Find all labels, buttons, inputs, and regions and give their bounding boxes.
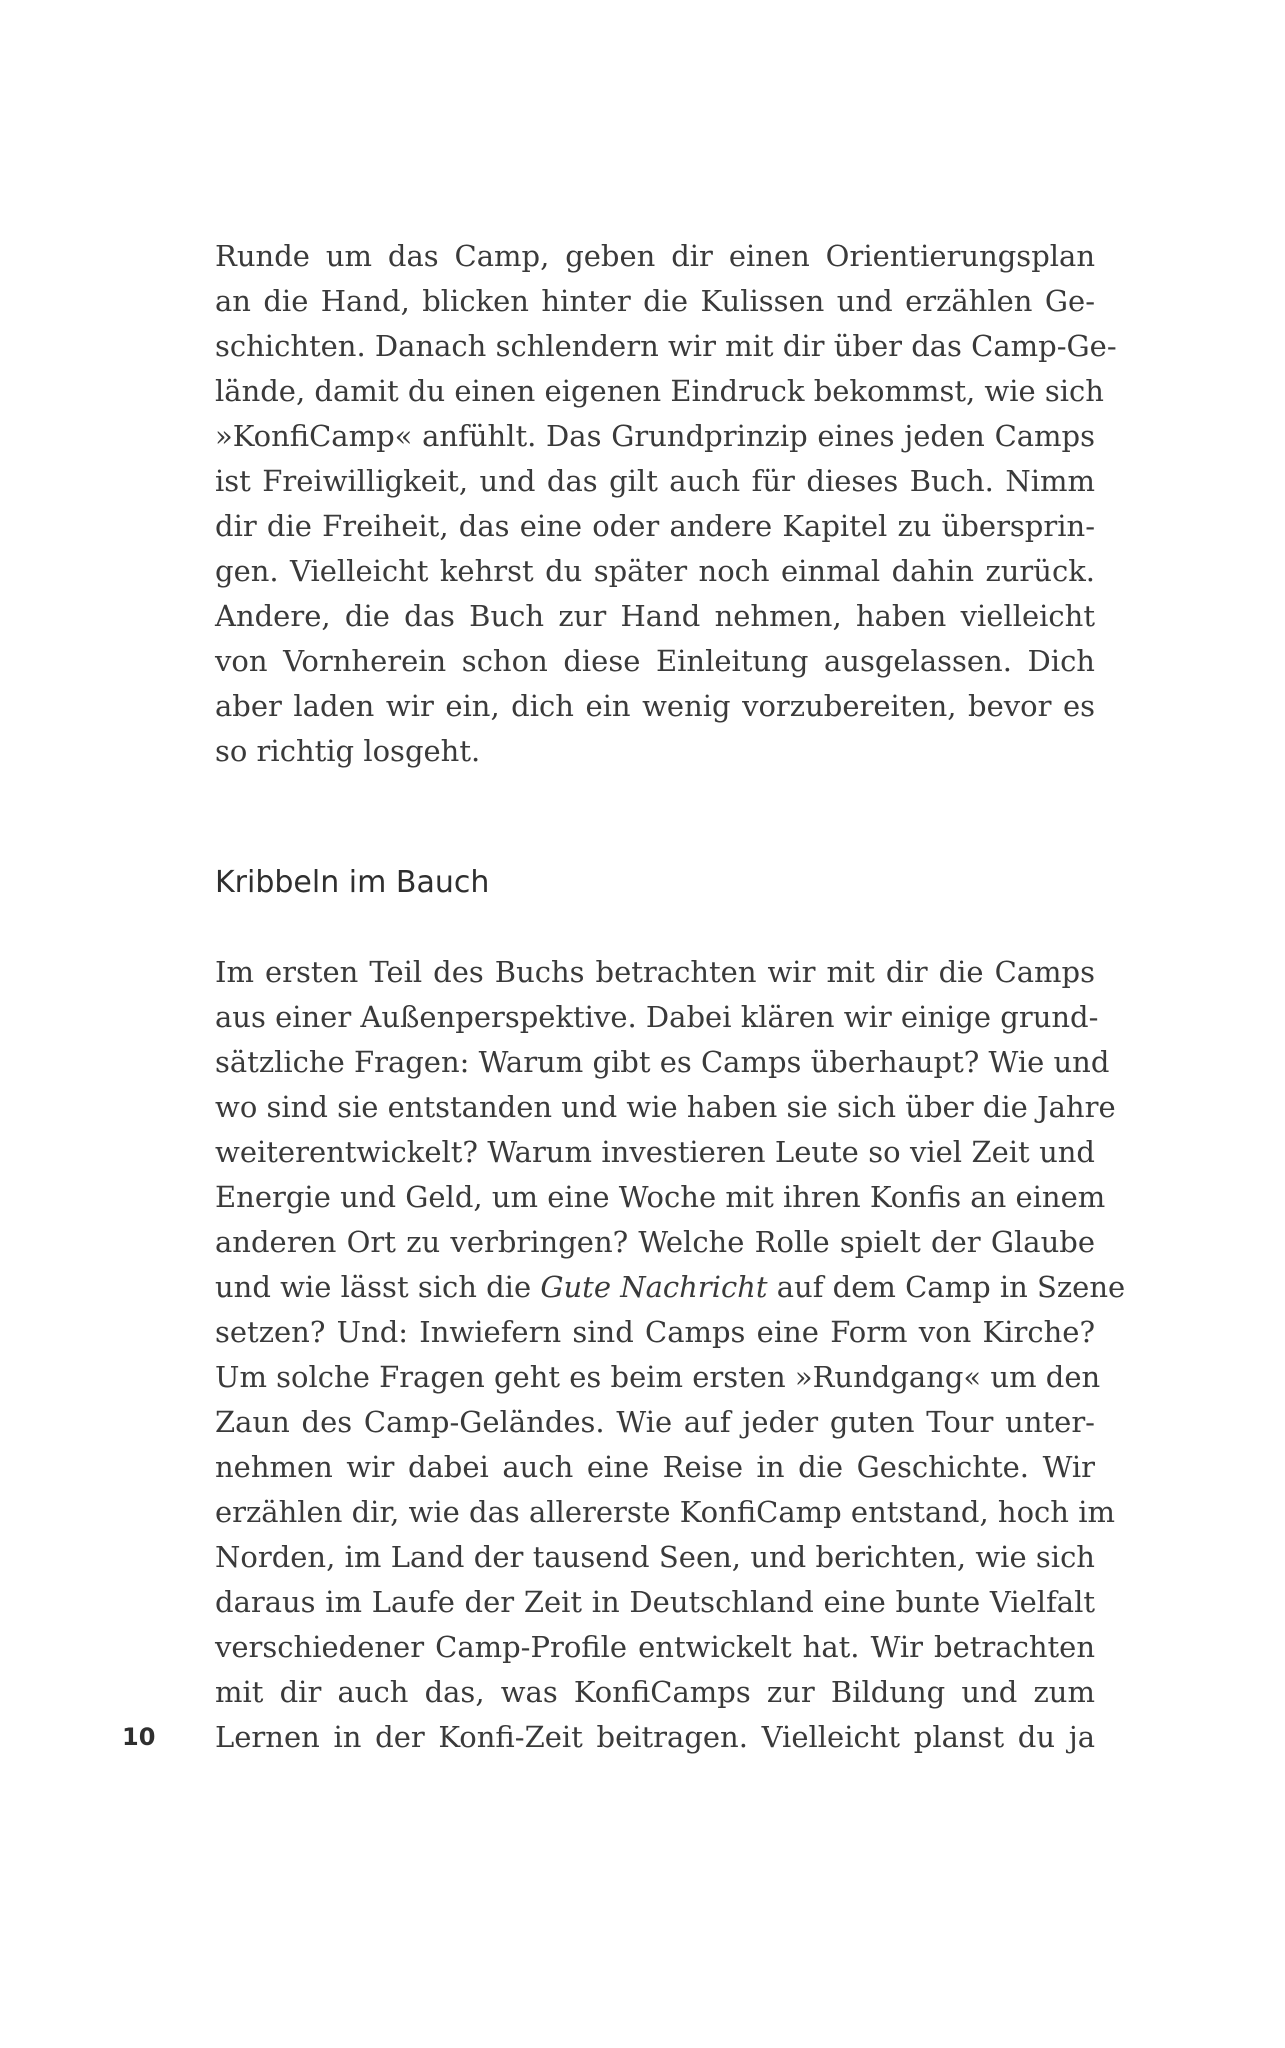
text-line: an die Hand, blicken hinter die Kulissen und erzählen Ge- — [215, 284, 1095, 318]
text-segment: und wie lässt sich die — [215, 1270, 541, 1304]
section-heading: Kribbeln im Bauch — [215, 865, 490, 900]
text-line: setzen? Und: Inwiefern sind Camps eine Form von Kirche? — [215, 1315, 1095, 1349]
text-line: so richtig losgeht. — [215, 734, 481, 768]
text-line: wo sind sie entstanden und wie haben sie sich über die Jahre — [215, 1090, 1116, 1124]
text-line: von Vornherein schon diese Einleitung ausgelassen. Dich — [215, 644, 1095, 678]
text-line: aber laden wir ein, dich ein wenig vorzubereiten, bevor es — [215, 689, 1095, 723]
text-line: daraus im Laufe der Zeit in Deutschland eine bunte Vielfalt — [215, 1585, 1095, 1619]
text-line: schichten. Danach schlendern wir mit dir über das Camp-Ge- — [215, 329, 1117, 363]
text-line: Zaun des Camp-Geländes. Wie auf jeder guten Tour unter- — [215, 1405, 1095, 1439]
text-line: lände, damit du einen eigenen Eindruck bekommst, wie sich — [215, 374, 1104, 408]
text-line: mit dir auch das, was KonfiCamps zur Bildung und zum — [215, 1675, 1095, 1709]
paragraph-intro — [215, 234, 1117, 774]
text-line: aus einer Außenperspektive. Dabei klären wir einige grund- — [215, 1000, 1099, 1034]
page-number: 10 — [122, 1723, 156, 1751]
text-line: nehmen wir dabei auch eine Reise in die Geschichte. Wir — [215, 1450, 1095, 1484]
text-line: gen. Vielleicht kehrst du später noch einmal dahin zurück. — [215, 554, 1095, 588]
text-line: Runde um das Camp, geben dir einen Orientierungsplan — [215, 239, 1095, 273]
text-line: weiterentwickelt? Warum investieren Leute so viel Zeit und — [215, 1135, 1095, 1169]
text-line: anderen Ort zu verbringen? Welche Rolle spielt der Glaube — [215, 1225, 1095, 1259]
paragraph-main — [215, 950, 1126, 1760]
text-line: dir die Freiheit, das eine oder andere Kapitel zu übersprin- — [215, 509, 1095, 543]
text-line: Im ersten Teil des Buchs betrachten wir mit dir die Camps — [215, 955, 1095, 989]
text-line: Energie und Geld, um eine Woche mit ihren Konfis an einem — [215, 1180, 1106, 1214]
italic-phrase: Gute Nachricht — [540, 1270, 768, 1304]
text-line: Um solche Fragen geht es beim ersten »Rundgang« um den — [215, 1360, 1101, 1394]
text-line-mixed — [215, 1265, 1126, 1310]
text-line: sätzliche Fragen: Warum gibt es Camps überhaupt? Wie und — [215, 1045, 1110, 1079]
text-line: Norden, im Land der tausend Seen, und berichten, wie sich — [215, 1540, 1095, 1574]
text-line: erzählen dir, wie das allererste KonfiCamp entstand, hoch im — [215, 1495, 1115, 1529]
text-line: verschiedener Camp-Profile entwickelt hat. Wir betrachten — [215, 1630, 1095, 1664]
text-segment: auf dem Camp in Szene — [767, 1270, 1126, 1304]
text-line: »KonfiCamp« anfühlt. Das Grundprinzip eines jeden Camps — [215, 419, 1095, 453]
text-line: Andere, die das Buch zur Hand nehmen, haben vielleicht — [215, 599, 1095, 633]
text-line: ist Freiwilligkeit, und das gilt auch für dieses Buch. Nimm — [215, 464, 1095, 498]
text-line: Lernen in der Konfi-Zeit beitragen. Vielleicht planst du ja — [215, 1720, 1095, 1754]
